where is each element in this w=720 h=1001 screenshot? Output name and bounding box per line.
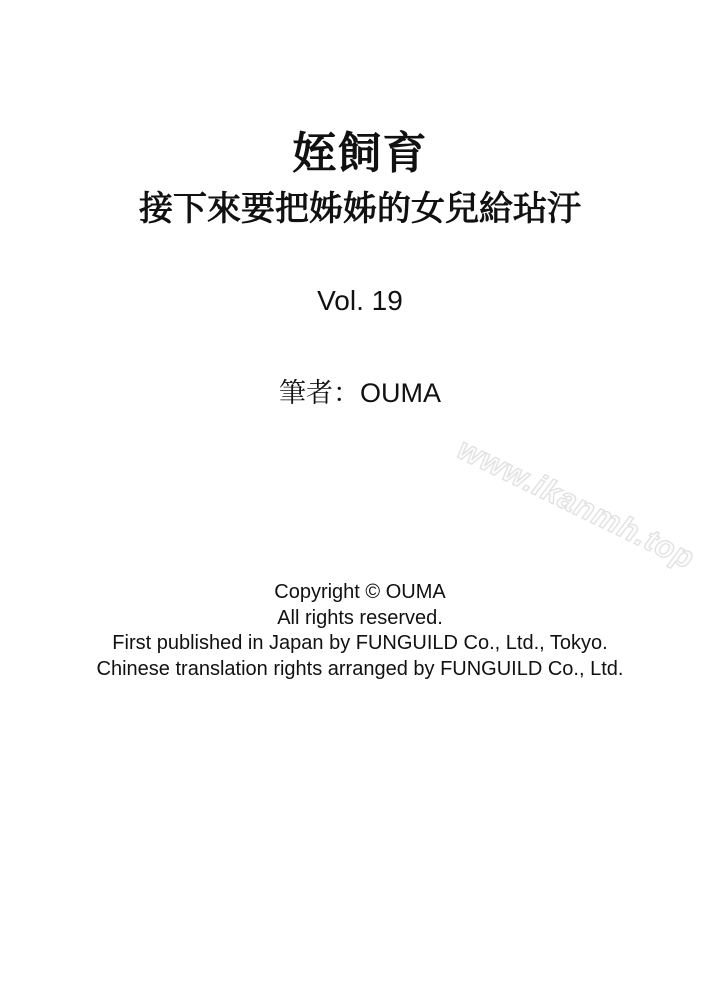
author-credit: 筆者：OUMA <box>279 378 441 408</box>
site-watermark: www.ikanmh.top <box>452 430 701 576</box>
series-subtitle: 接下來要把姊姊的女兒給玷汙 <box>139 190 581 228</box>
copyright-line-holder: Copyright © OUMA <box>274 581 446 603</box>
volume-number: Vol. 19 <box>317 285 403 316</box>
copyright-block <box>0 580 720 682</box>
copyright-line-publisher: First published in Japan by FUNGUILD Co., Ltd., Tokyo. <box>112 632 608 654</box>
series-title: 姪飼育 <box>292 129 428 178</box>
copyright-line-translation: Chinese translation rights arranged by FUNGUILD Co., Ltd. <box>96 657 624 680</box>
copyright-line-rights: All rights reserved. <box>277 606 443 629</box>
